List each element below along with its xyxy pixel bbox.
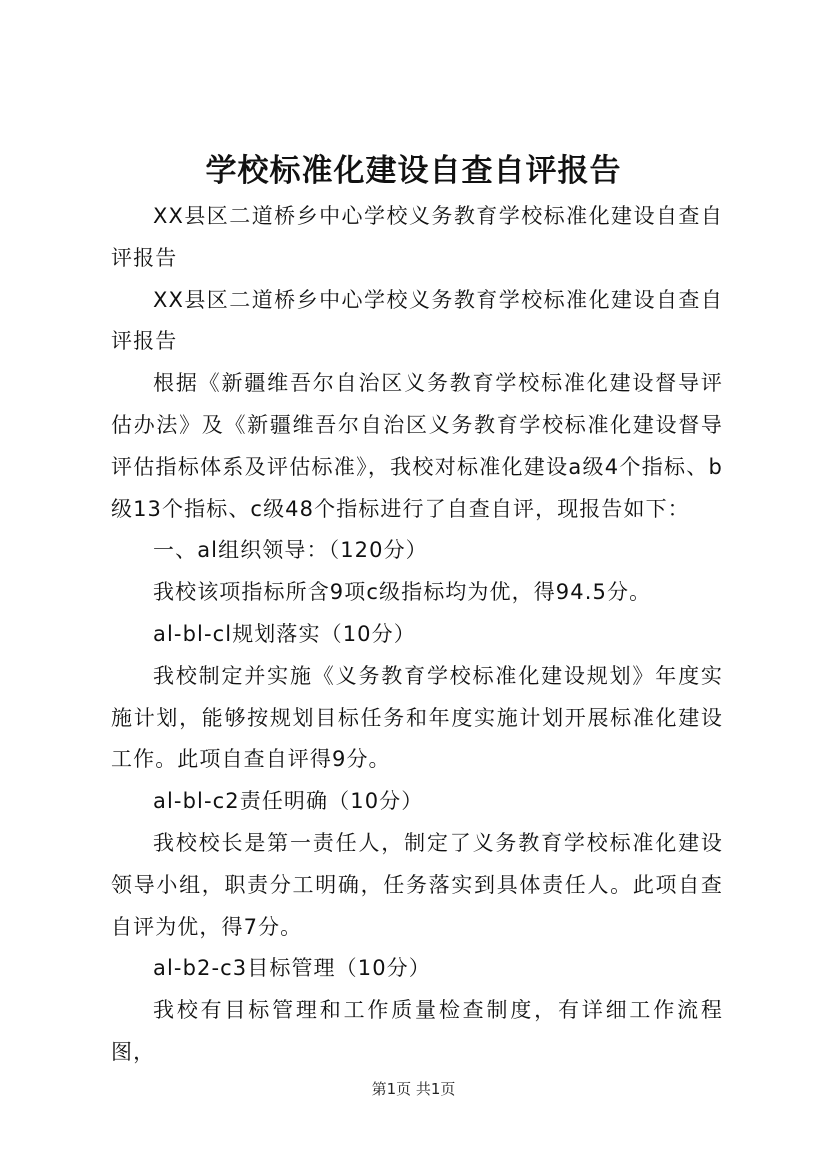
paragraph-intro: 根据《新疆维吾尔自治区义务教育学校标准化建设督导评估办法》及《新疆维吾尔自治区义务教育学校标准化建设督导评估指标体系及评估标准》，我校对标准化建设a级4个指标、b级13个指标、c级48个指标进行了自查自评，现报告如下： [111, 371, 723, 521]
paragraph-heading-1: XX县区二道桥乡中心学校义务教育学校标准化建设自查自评报告 [111, 204, 723, 270]
paragraph-c2: 我校校长是第一责任人，制定了义务教育学校标准化建设领导小组，职责分工明确，任务落实到具体责任人。此项自查自评为优，得7分。 [111, 830, 723, 939]
paragraph-a1-summary: 我校该项指标所含9项c级指标均为优，得94.5分。 [153, 580, 652, 605]
document-body [111, 196, 723, 1074]
document-title: 学校标准化建设自查自评报告 [205, 153, 622, 189]
paragraph-heading-2: XX县区二道桥乡中心学校义务教育学校标准化建设自查自评报告 [111, 287, 723, 354]
paragraph-c1: 我校制定并实施《义务教育学校标准化建设规划》年度实施计划，能够按规划目标任务和年度实施计划开展标准化建设工作。此项自查自评得9分。 [111, 663, 723, 772]
paragraph-c3: 我校有目标管理和工作质量检查制度，有详细工作流程图， [111, 998, 723, 1064]
item-heading-c1: al-bl-cl规划落实（10分） [153, 621, 416, 646]
section-heading-a1: 一、al组织领导：（120分） [153, 538, 428, 563]
item-heading-c3: al-b2-c3目标管理（10分） [153, 956, 431, 981]
page-number: 第1页 共1页 [371, 1080, 456, 1098]
item-heading-c2: al-bl-c2责任明确（10分） [153, 789, 424, 814]
